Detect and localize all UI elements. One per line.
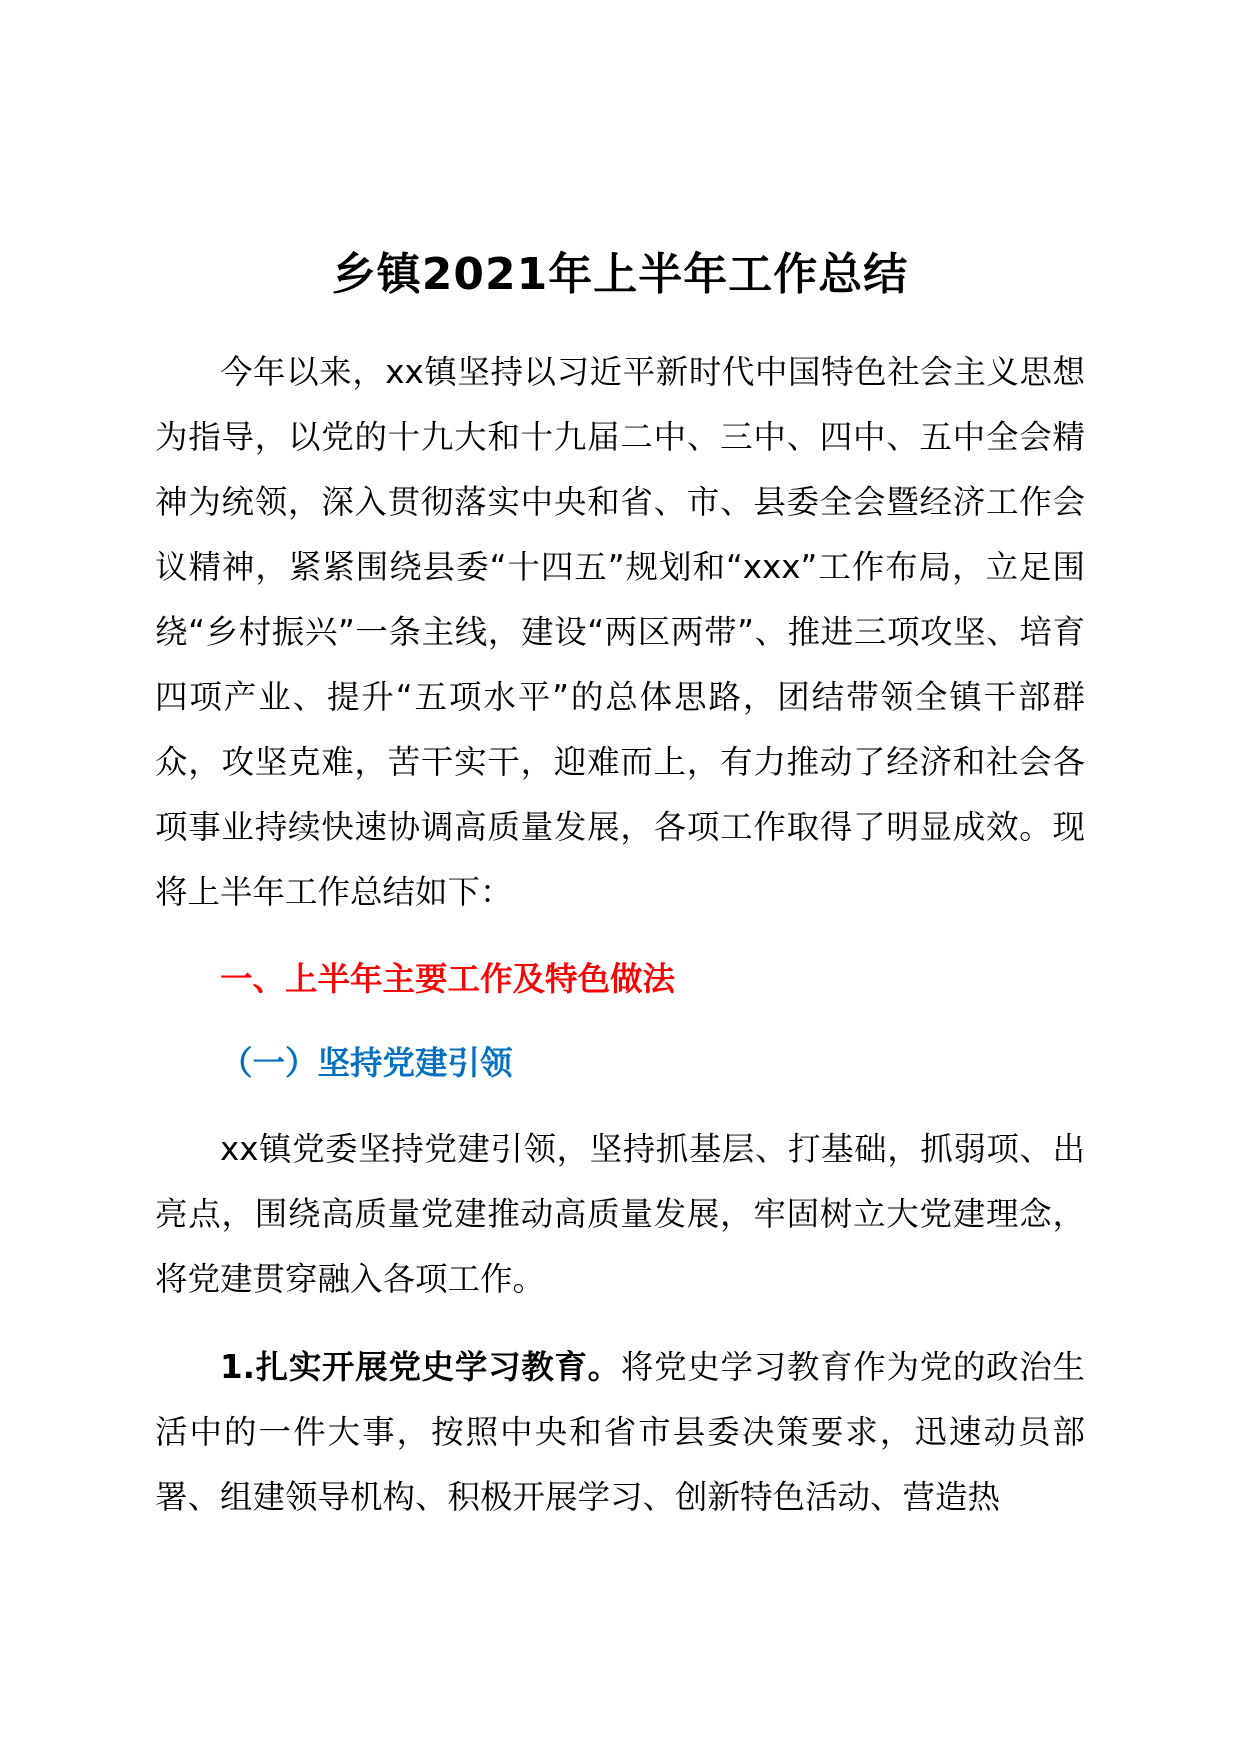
document-title: 乡镇2021年上半年工作总结 bbox=[331, 249, 909, 300]
item1-paragraph bbox=[155, 1335, 1085, 1530]
section-heading-main-work: 一、上半年主要工作及特色做法 bbox=[220, 960, 676, 998]
item1-text: 将党史学习教育作为党的政治生活中的一件大事，按照中央和省市县委决策要求，迅速动员部署、组建领导机构、积极开展学习、创新特色活动、营造热 bbox=[155, 1348, 1085, 1516]
item1-lead: 1.扎实开展党史学习教育。 bbox=[220, 1348, 621, 1386]
party-building-paragraph: xx镇党委坚持党建引领，坚持抓基层、打基础，抓弱项、出亮点，围绕高质量党建推动高质量发展，牢固树立大党建理念，将党建贯穿融入各项工作。 bbox=[155, 1130, 1085, 1298]
subsection-heading-party-building: （一）坚持党建引领 bbox=[220, 1044, 513, 1082]
intro-paragraph: 今年以来，xx镇坚持以习近平新时代中国特色社会主义思想为指导，以党的十九大和十九届二中、三中、四中、五中全会精神为统领，深入贯彻落实中央和省、市、县委全会暨经济工作会议精神，紧紧围绕县委“十四五”规划和“xxx”工作布局，立足围绕“乡村振兴”一条主线，建设“两区两带”、推进三项攻坚、培育四项产业、提升“五项水平”的总体思路，团结带领全镇干部群众，攻坚克难，苦干实干，迎难而上，有力推动了经济和社会各项事业持续快速协调高质量发展，各项工作取得了明显成效。现将上半年工作总结如下： bbox=[155, 353, 1085, 911]
